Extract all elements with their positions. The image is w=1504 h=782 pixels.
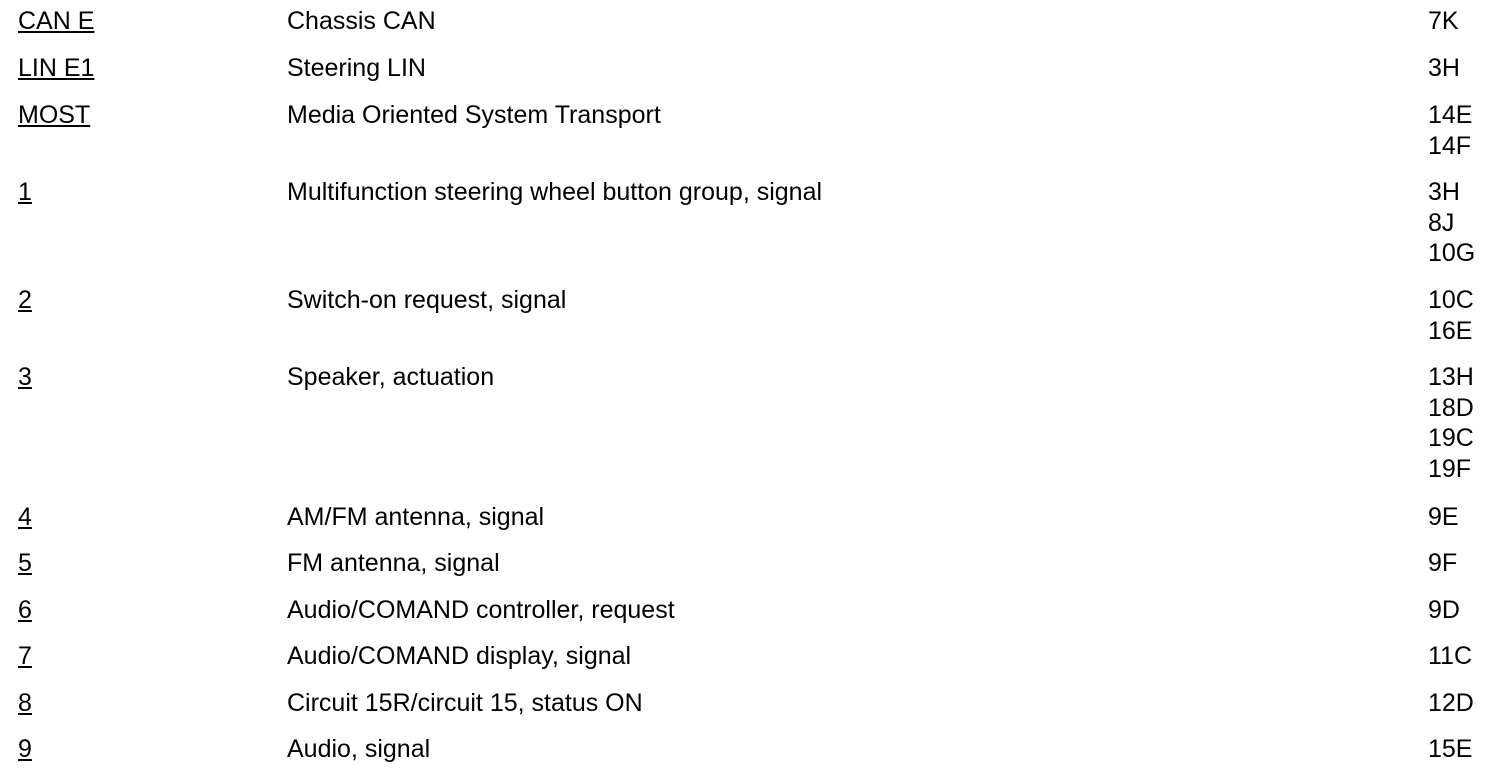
grid-reference[interactable]: 9F bbox=[1428, 549, 1458, 577]
grid-reference[interactable]: 3H bbox=[1428, 54, 1460, 82]
code-link[interactable]: 1 bbox=[18, 178, 32, 206]
row-description: Audio/COMAND controller, request bbox=[287, 596, 675, 624]
code-link[interactable]: 2 bbox=[18, 286, 32, 314]
table-row bbox=[0, 356, 1504, 484]
grid-reference[interactable]: 14E bbox=[1428, 101, 1473, 129]
row-description: Multifunction steering wheel button group, signal bbox=[287, 178, 823, 206]
row-description: Speaker, actuation bbox=[287, 363, 495, 391]
code-link[interactable]: 3 bbox=[18, 363, 32, 391]
grid-reference-list bbox=[1428, 688, 1474, 719]
row-description: Audio, signal bbox=[287, 735, 431, 763]
row-description: AM/FM antenna, signal bbox=[287, 503, 545, 531]
table-row bbox=[0, 542, 1504, 582]
table-row bbox=[0, 0, 1504, 40]
row-description: FM antenna, signal bbox=[287, 549, 500, 577]
table-row bbox=[0, 635, 1504, 675]
grid-reference[interactable]: 15E bbox=[1428, 735, 1473, 763]
grid-reference[interactable]: 10G bbox=[1428, 239, 1476, 268]
grid-reference-list bbox=[1428, 595, 1460, 626]
code-link[interactable]: 6 bbox=[18, 596, 32, 624]
code-link[interactable]: CAN E bbox=[18, 7, 95, 35]
row-description: Switch-on request, signal bbox=[287, 286, 567, 314]
table-row bbox=[0, 279, 1504, 345]
grid-reference[interactable]: 11C bbox=[1428, 642, 1473, 670]
grid-reference[interactable]: 9E bbox=[1428, 503, 1459, 531]
grid-reference-list bbox=[1428, 285, 1474, 346]
grid-reference[interactable]: 9D bbox=[1428, 596, 1460, 624]
table-row bbox=[0, 589, 1504, 629]
grid-reference-list bbox=[1428, 362, 1474, 485]
row-description: Circuit 15R/circuit 15, status ON bbox=[287, 689, 643, 717]
code-link[interactable]: 7 bbox=[18, 642, 32, 670]
row-description: Media Oriented System Transport bbox=[287, 101, 661, 129]
grid-reference-list bbox=[1428, 100, 1472, 161]
grid-reference-list bbox=[1428, 53, 1460, 84]
grid-reference[interactable]: 18D bbox=[1428, 393, 1474, 422]
table-row bbox=[0, 682, 1504, 722]
code-link[interactable]: 4 bbox=[18, 503, 32, 531]
grid-reference[interactable]: 19C bbox=[1428, 424, 1474, 453]
grid-reference[interactable]: 19F bbox=[1428, 455, 1472, 484]
code-link[interactable]: 5 bbox=[18, 549, 32, 577]
grid-reference-list bbox=[1428, 6, 1459, 37]
grid-reference[interactable]: 16E bbox=[1428, 316, 1473, 345]
table-row bbox=[0, 496, 1504, 536]
grid-reference-list bbox=[1428, 502, 1459, 533]
code-link[interactable]: MOST bbox=[18, 101, 91, 129]
grid-reference[interactable]: 8J bbox=[1428, 208, 1455, 237]
grid-reference[interactable]: 7K bbox=[1428, 7, 1459, 35]
row-description: Audio/COMAND display, signal bbox=[287, 642, 632, 670]
table-row bbox=[0, 47, 1504, 87]
table-row bbox=[0, 171, 1504, 268]
row-description: Chassis CAN bbox=[287, 7, 436, 35]
grid-reference[interactable]: 14F bbox=[1428, 131, 1472, 160]
grid-reference[interactable]: 3H bbox=[1428, 178, 1460, 206]
row-description: Steering LIN bbox=[287, 54, 426, 82]
code-link[interactable]: LIN E1 bbox=[18, 54, 95, 82]
code-link[interactable]: 8 bbox=[18, 689, 32, 717]
grid-reference[interactable]: 12D bbox=[1428, 689, 1474, 717]
grid-reference[interactable]: 13H bbox=[1428, 363, 1474, 391]
table-row bbox=[0, 728, 1504, 768]
grid-reference-list bbox=[1428, 734, 1472, 765]
table-row bbox=[0, 94, 1504, 160]
grid-reference[interactable]: 10C bbox=[1428, 286, 1474, 314]
code-link[interactable]: 9 bbox=[18, 735, 32, 763]
grid-reference-list bbox=[1428, 548, 1457, 579]
grid-reference-list bbox=[1428, 177, 1475, 269]
grid-reference-list bbox=[1428, 641, 1472, 672]
